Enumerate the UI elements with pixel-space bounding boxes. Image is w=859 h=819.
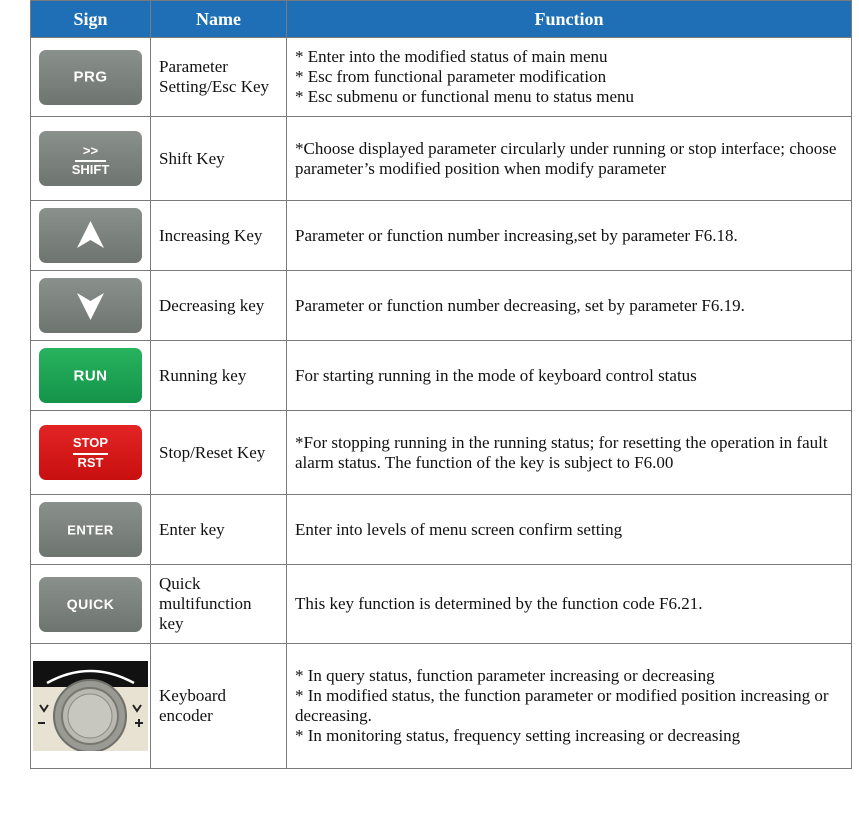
table-row <box>31 117 852 201</box>
sign-cell <box>31 201 151 271</box>
key-function <box>287 565 852 644</box>
encoder-knob-icon <box>33 661 148 751</box>
shift-key-icon <box>39 131 142 186</box>
key-name: Shift Key <box>151 117 287 201</box>
run-key-label: RUN <box>73 367 108 384</box>
function-line: This key function is determined by the function code F6.21. <box>295 594 703 613</box>
sign-cell <box>31 341 151 411</box>
down-arrow-key-icon <box>39 278 142 333</box>
key-name: Quick multifunction key <box>151 565 287 644</box>
sign-cell <box>31 117 151 201</box>
sign-cell <box>31 271 151 341</box>
key-function-table-page <box>30 0 852 769</box>
stop-key-label-top: STOP <box>72 435 109 450</box>
key-function <box>287 117 852 201</box>
table-row <box>31 565 852 644</box>
stop-reset-key-icon <box>39 425 142 480</box>
key-function-table <box>30 0 852 769</box>
function-line: Parameter or function number increasing,set by parameter F6.18. <box>295 225 738 245</box>
enter-key-icon <box>39 502 142 557</box>
table-row <box>31 201 852 271</box>
key-name: Keyboard encoder <box>151 644 287 769</box>
key-function <box>287 271 852 341</box>
up-arrow-icon <box>39 208 142 263</box>
key-name: Running key <box>151 341 287 411</box>
key-function <box>287 411 852 495</box>
prg-key-label: PRG <box>73 68 108 86</box>
function-line: * Esc from functional parameter modification <box>295 67 607 86</box>
shift-key-label-top: >> <box>82 143 99 158</box>
key-function <box>287 38 852 117</box>
quick-key-icon <box>39 577 142 632</box>
key-name: Parameter Setting/Esc Key <box>151 38 287 117</box>
key-function <box>287 341 852 411</box>
function-line: *For stopping running in the running status; for resetting the operation in fault alarm status. The function of the key is subject to F6.00 <box>295 432 828 472</box>
stop-key-label-bottom: RST <box>77 455 104 470</box>
key-name: Decreasing key <box>151 271 287 341</box>
table-header-row <box>31 1 852 38</box>
sign-cell <box>31 495 151 565</box>
function-line: * In modified status, the function parameter or modified position increasing or decreasing. <box>295 686 829 725</box>
sign-cell <box>31 38 151 117</box>
key-function <box>287 644 852 769</box>
table-row <box>31 411 852 495</box>
function-line: * In monitoring status, frequency setting increasing or decreasing <box>295 726 741 745</box>
sign-cell <box>31 565 151 644</box>
function-line: * Esc submenu or functional menu to status menu <box>295 87 634 106</box>
function-line: For starting running in the mode of keyboard control status <box>295 365 697 385</box>
shift-key-label-bottom: SHIFT <box>71 162 110 177</box>
header-name: Name <box>151 1 287 38</box>
key-name: Increasing Key <box>151 201 287 271</box>
table-row <box>31 495 852 565</box>
function-line: *Choose displayed parameter circularly under running or stop interface; choose parameter’s modified position when modify parameter <box>295 138 837 178</box>
header-sign: Sign <box>31 1 151 38</box>
sign-cell <box>31 644 151 769</box>
function-line: Enter into levels of menu screen confirm setting <box>295 519 623 539</box>
table-row <box>31 341 852 411</box>
function-line: Parameter or function number decreasing, set by parameter F6.19. <box>295 295 745 315</box>
function-line: * Enter into the modified status of main menu <box>295 47 608 66</box>
quick-key-label: QUICK <box>66 596 115 612</box>
key-function <box>287 495 852 565</box>
key-name: Enter key <box>151 495 287 565</box>
prg-key-icon <box>39 50 142 105</box>
table-row <box>31 271 852 341</box>
key-name: Stop/Reset Key <box>151 411 287 495</box>
function-line: * In query status, function parameter increasing or decreasing <box>295 666 715 685</box>
down-arrow-icon <box>39 278 142 333</box>
run-key-icon <box>39 348 142 403</box>
header-function: Function <box>287 1 852 38</box>
table-row <box>31 38 852 117</box>
key-function <box>287 201 852 271</box>
enter-key-label: ENTER <box>67 522 114 537</box>
table-row <box>31 644 852 769</box>
up-arrow-key-icon <box>39 208 142 263</box>
sign-cell <box>31 411 151 495</box>
